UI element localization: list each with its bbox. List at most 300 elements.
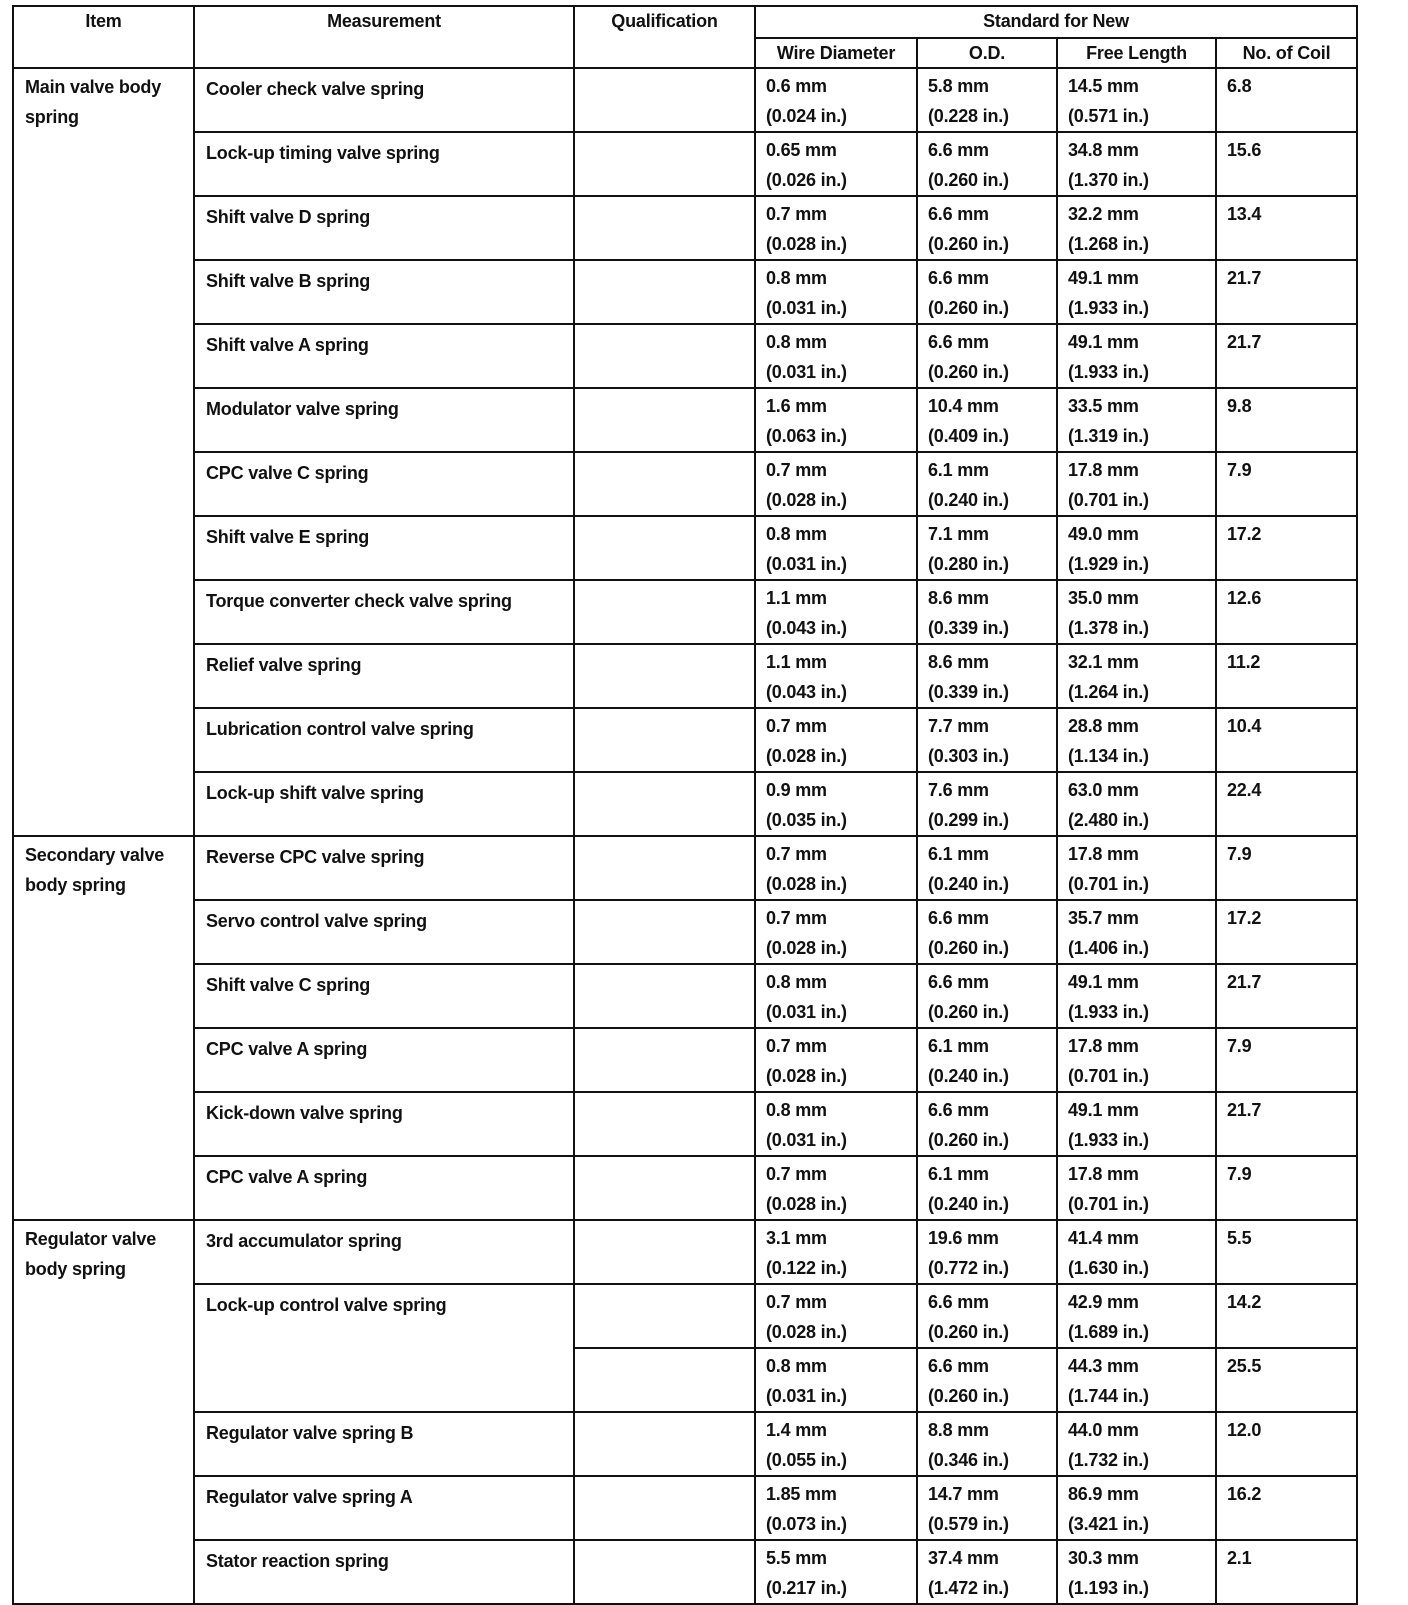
outer-diameter-metric: 6.6 mm bbox=[928, 972, 989, 992]
measurement-cell bbox=[194, 388, 574, 452]
free-length-values bbox=[1058, 69, 1215, 131]
measurement-cell bbox=[194, 708, 574, 772]
outer-diameter-values bbox=[918, 517, 1056, 579]
wire-diameter-imperial: (0.028 in.) bbox=[766, 234, 847, 254]
free-length-values bbox=[1058, 901, 1215, 963]
outer-diameter-imperial: (0.280 in.) bbox=[928, 554, 1009, 574]
coils-value: 12.6 bbox=[1227, 588, 1262, 608]
measurement-cell bbox=[194, 1028, 574, 1092]
outer-diameter-imperial: (0.240 in.) bbox=[928, 1194, 1009, 1214]
wire-diameter-imperial: (0.122 in.) bbox=[766, 1258, 847, 1278]
wire-diameter-metric: 0.7 mm bbox=[766, 1164, 827, 1184]
wire-diameter-metric: 0.8 mm bbox=[766, 332, 827, 352]
wire-diameter-values bbox=[756, 261, 916, 323]
wire-diameter-values bbox=[756, 1541, 916, 1603]
outer-diameter-imperial: (0.260 in.) bbox=[928, 234, 1009, 254]
outer-diameter-cell bbox=[917, 132, 1057, 196]
free-length-values bbox=[1058, 453, 1215, 515]
measurement-label: Relief valve spring bbox=[206, 655, 362, 675]
free-length-metric: 14.5 mm bbox=[1068, 76, 1139, 96]
outer-diameter-metric: 6.1 mm bbox=[928, 1036, 989, 1056]
outer-diameter-cell bbox=[917, 964, 1057, 1028]
outer-diameter-cell bbox=[917, 452, 1057, 516]
outer-diameter-cell bbox=[917, 900, 1057, 964]
qualification-cell bbox=[574, 132, 755, 196]
measurement-label: Lock-up shift valve spring bbox=[206, 783, 424, 803]
qualification-cell bbox=[574, 516, 755, 580]
free-length-metric: 34.8 mm bbox=[1068, 140, 1139, 160]
free-length-imperial: (1.268 in.) bbox=[1068, 234, 1149, 254]
measurement-cell bbox=[194, 1540, 574, 1604]
wire-diameter-values bbox=[756, 965, 916, 1027]
wire-diameter-cell bbox=[755, 1540, 917, 1604]
coils-values bbox=[1217, 1221, 1356, 1253]
measurement-cell bbox=[194, 1220, 574, 1284]
table-row bbox=[13, 1028, 1357, 1092]
coils-values bbox=[1217, 645, 1356, 677]
table-row bbox=[13, 836, 1357, 900]
item-label: Main valve body spring bbox=[25, 77, 162, 127]
free-length-values bbox=[1058, 1029, 1215, 1091]
coils-values bbox=[1217, 1093, 1356, 1125]
outer-diameter-values bbox=[918, 1157, 1056, 1219]
table-row bbox=[13, 1476, 1357, 1540]
measurement-cell bbox=[194, 68, 574, 132]
coils-cell bbox=[1216, 772, 1357, 836]
free-length-metric: 32.1 mm bbox=[1068, 652, 1139, 672]
coils-value: 17.2 bbox=[1227, 524, 1262, 544]
free-length-values bbox=[1058, 325, 1215, 387]
outer-diameter-metric: 6.6 mm bbox=[928, 332, 989, 352]
coils-cell bbox=[1216, 1028, 1357, 1092]
measurement-cell bbox=[194, 1156, 574, 1220]
coils-value: 21.7 bbox=[1227, 972, 1262, 992]
outer-diameter-imperial: (0.339 in.) bbox=[928, 682, 1009, 702]
free-length-values bbox=[1058, 837, 1215, 899]
free-length-imperial: (2.480 in.) bbox=[1068, 810, 1149, 830]
coils-value: 7.9 bbox=[1227, 1164, 1252, 1184]
free-length-metric: 42.9 mm bbox=[1068, 1292, 1139, 1312]
outer-diameter-cell bbox=[917, 644, 1057, 708]
wire-diameter-cell bbox=[755, 324, 917, 388]
wire-diameter-imperial: (0.028 in.) bbox=[766, 1194, 847, 1214]
item-cell bbox=[13, 1220, 194, 1604]
measurement-label: Modulator valve spring bbox=[206, 399, 399, 419]
coils-value: 13.4 bbox=[1227, 204, 1262, 224]
outer-diameter-values bbox=[918, 1477, 1056, 1539]
table-row bbox=[13, 708, 1357, 772]
coils-value: 9.8 bbox=[1227, 396, 1252, 416]
free-length-metric: 49.1 mm bbox=[1068, 1100, 1139, 1120]
free-length-cell bbox=[1057, 516, 1216, 580]
free-length-values bbox=[1058, 1221, 1215, 1283]
item-cell bbox=[13, 68, 194, 836]
header-od: O.D. bbox=[917, 38, 1057, 68]
measurement-label: 3rd accumulator spring bbox=[206, 1231, 402, 1251]
coils-value: 2.1 bbox=[1227, 1548, 1252, 1568]
outer-diameter-metric: 6.6 mm bbox=[928, 140, 989, 160]
coils-cell bbox=[1216, 1156, 1357, 1220]
coils-value: 7.9 bbox=[1227, 460, 1252, 480]
free-length-imperial: (1.193 in.) bbox=[1068, 1578, 1149, 1598]
wire-diameter-metric: 0.65 mm bbox=[766, 140, 837, 160]
coils-value: 12.0 bbox=[1227, 1420, 1262, 1440]
wire-diameter-values bbox=[756, 709, 916, 771]
wire-diameter-values bbox=[756, 389, 916, 451]
measurement-label: CPC valve C spring bbox=[206, 463, 369, 483]
qualification-cell bbox=[574, 1028, 755, 1092]
coils-values bbox=[1217, 837, 1356, 869]
wire-diameter-values bbox=[756, 1157, 916, 1219]
coils-value: 5.5 bbox=[1227, 1228, 1252, 1248]
outer-diameter-cell bbox=[917, 324, 1057, 388]
qualification-cell bbox=[574, 772, 755, 836]
header-wire-diameter: Wire Diameter bbox=[755, 38, 917, 68]
outer-diameter-imperial: (0.240 in.) bbox=[928, 490, 1009, 510]
outer-diameter-values bbox=[918, 1413, 1056, 1475]
outer-diameter-metric: 14.7 mm bbox=[928, 1484, 999, 1504]
outer-diameter-imperial: (0.260 in.) bbox=[928, 1322, 1009, 1342]
outer-diameter-imperial: (0.772 in.) bbox=[928, 1258, 1009, 1278]
free-length-metric: 35.7 mm bbox=[1068, 908, 1139, 928]
measurement-cell bbox=[194, 900, 574, 964]
free-length-metric: 28.8 mm bbox=[1068, 716, 1139, 736]
wire-diameter-metric: 0.8 mm bbox=[766, 972, 827, 992]
item-label: Regulator valve body spring bbox=[25, 1229, 157, 1279]
coils-cell bbox=[1216, 196, 1357, 260]
wire-diameter-cell bbox=[755, 260, 917, 324]
wire-diameter-values bbox=[756, 837, 916, 899]
free-length-metric: 63.0 mm bbox=[1068, 780, 1139, 800]
outer-diameter-metric: 8.8 mm bbox=[928, 1420, 989, 1440]
wire-diameter-cell bbox=[755, 1092, 917, 1156]
spring-spec-table bbox=[12, 5, 1358, 1605]
free-length-imperial: (0.701 in.) bbox=[1068, 1194, 1149, 1214]
measurement-cell bbox=[194, 1476, 574, 1540]
table-row bbox=[13, 324, 1357, 388]
free-length-values bbox=[1058, 1413, 1215, 1475]
free-length-cell bbox=[1057, 68, 1216, 132]
free-length-metric: 49.0 mm bbox=[1068, 524, 1139, 544]
coils-values bbox=[1217, 1285, 1356, 1317]
wire-diameter-imperial: (0.031 in.) bbox=[766, 554, 847, 574]
coils-value: 22.4 bbox=[1227, 780, 1262, 800]
coils-values bbox=[1217, 69, 1356, 101]
qualification-cell bbox=[574, 260, 755, 324]
wire-diameter-imperial: (0.031 in.) bbox=[766, 1386, 847, 1406]
free-length-values bbox=[1058, 389, 1215, 451]
wire-diameter-cell bbox=[755, 1028, 917, 1092]
qualification-cell bbox=[574, 196, 755, 260]
wire-diameter-metric: 0.7 mm bbox=[766, 844, 827, 864]
outer-diameter-metric: 8.6 mm bbox=[928, 588, 989, 608]
outer-diameter-values bbox=[918, 901, 1056, 963]
coils-values bbox=[1217, 389, 1356, 421]
measurement-label: Torque converter check valve spring bbox=[206, 591, 512, 611]
wire-diameter-values bbox=[756, 773, 916, 835]
table-row bbox=[13, 1540, 1357, 1604]
wire-diameter-metric: 3.1 mm bbox=[766, 1228, 827, 1248]
table-row bbox=[13, 260, 1357, 324]
wire-diameter-cell bbox=[755, 1412, 917, 1476]
outer-diameter-imperial: (0.260 in.) bbox=[928, 938, 1009, 958]
wire-diameter-values bbox=[756, 1029, 916, 1091]
free-length-imperial: (1.630 in.) bbox=[1068, 1258, 1149, 1278]
free-length-values bbox=[1058, 709, 1215, 771]
outer-diameter-imperial: (0.579 in.) bbox=[928, 1514, 1009, 1534]
outer-diameter-metric: 6.1 mm bbox=[928, 844, 989, 864]
wire-diameter-values bbox=[756, 1285, 916, 1347]
wire-diameter-metric: 0.7 mm bbox=[766, 460, 827, 480]
wire-diameter-imperial: (0.073 in.) bbox=[766, 1514, 847, 1534]
wire-diameter-cell bbox=[755, 900, 917, 964]
coils-value: 14.2 bbox=[1227, 1292, 1262, 1312]
free-length-imperial: (0.701 in.) bbox=[1068, 874, 1149, 894]
free-length-metric: 33.5 mm bbox=[1068, 396, 1139, 416]
outer-diameter-cell bbox=[917, 1028, 1057, 1092]
free-length-metric: 41.4 mm bbox=[1068, 1228, 1139, 1248]
outer-diameter-metric: 10.4 mm bbox=[928, 396, 999, 416]
qualification-cell bbox=[574, 836, 755, 900]
outer-diameter-imperial: (0.240 in.) bbox=[928, 1066, 1009, 1086]
wire-diameter-values bbox=[756, 453, 916, 515]
free-length-imperial: (1.744 in.) bbox=[1068, 1386, 1149, 1406]
coils-value: 17.2 bbox=[1227, 908, 1262, 928]
coils-cell bbox=[1216, 836, 1357, 900]
coils-values bbox=[1217, 197, 1356, 229]
coils-cell bbox=[1216, 900, 1357, 964]
coils-cell bbox=[1216, 1412, 1357, 1476]
measurement-cell bbox=[194, 1412, 574, 1476]
outer-diameter-values bbox=[918, 197, 1056, 259]
measurement-label: Cooler check valve spring bbox=[206, 79, 425, 99]
outer-diameter-values bbox=[918, 453, 1056, 515]
outer-diameter-values bbox=[918, 1285, 1056, 1347]
wire-diameter-values bbox=[756, 197, 916, 259]
coils-cell bbox=[1216, 516, 1357, 580]
header-coils: No. of Coil bbox=[1216, 38, 1357, 68]
outer-diameter-cell bbox=[917, 260, 1057, 324]
coils-value: 16.2 bbox=[1227, 1484, 1262, 1504]
outer-diameter-imperial: (0.339 in.) bbox=[928, 618, 1009, 638]
table-row bbox=[13, 964, 1357, 1028]
coils-cell bbox=[1216, 964, 1357, 1028]
free-length-imperial: (1.933 in.) bbox=[1068, 362, 1149, 382]
free-length-cell bbox=[1057, 1284, 1216, 1348]
wire-diameter-imperial: (0.035 in.) bbox=[766, 810, 847, 830]
free-length-metric: 17.8 mm bbox=[1068, 844, 1139, 864]
outer-diameter-imperial: (0.303 in.) bbox=[928, 746, 1009, 766]
coils-values bbox=[1217, 1541, 1356, 1573]
wire-diameter-values bbox=[756, 517, 916, 579]
outer-diameter-cell bbox=[917, 1220, 1057, 1284]
wire-diameter-imperial: (0.217 in.) bbox=[766, 1578, 847, 1598]
outer-diameter-imperial: (0.260 in.) bbox=[928, 1002, 1009, 1022]
qualification-cell bbox=[574, 1412, 755, 1476]
wire-diameter-metric: 0.8 mm bbox=[766, 1356, 827, 1376]
wire-diameter-cell bbox=[755, 68, 917, 132]
item-cell bbox=[13, 836, 194, 1220]
outer-diameter-values bbox=[918, 261, 1056, 323]
wire-diameter-imperial: (0.028 in.) bbox=[766, 1322, 847, 1342]
wire-diameter-metric: 0.6 mm bbox=[766, 76, 827, 96]
free-length-cell bbox=[1057, 580, 1216, 644]
measurement-cell bbox=[194, 644, 574, 708]
wire-diameter-metric: 1.4 mm bbox=[766, 1420, 827, 1440]
measurement-label: Shift valve E spring bbox=[206, 527, 370, 547]
coils-value: 21.7 bbox=[1227, 268, 1262, 288]
outer-diameter-cell bbox=[917, 772, 1057, 836]
coils-cell bbox=[1216, 132, 1357, 196]
coils-cell bbox=[1216, 452, 1357, 516]
wire-diameter-cell bbox=[755, 516, 917, 580]
coils-values bbox=[1217, 453, 1356, 485]
outer-diameter-metric: 37.4 mm bbox=[928, 1548, 999, 1568]
wire-diameter-metric: 1.6 mm bbox=[766, 396, 827, 416]
free-length-cell bbox=[1057, 324, 1216, 388]
wire-diameter-cell bbox=[755, 1476, 917, 1540]
outer-diameter-values bbox=[918, 1029, 1056, 1091]
wire-diameter-cell bbox=[755, 836, 917, 900]
coils-values bbox=[1217, 1413, 1356, 1445]
outer-diameter-values bbox=[918, 965, 1056, 1027]
wire-diameter-metric: 1.1 mm bbox=[766, 652, 827, 672]
outer-diameter-metric: 6.6 mm bbox=[928, 908, 989, 928]
wire-diameter-cell bbox=[755, 1156, 917, 1220]
coils-values bbox=[1217, 1349, 1356, 1381]
free-length-cell bbox=[1057, 1540, 1216, 1604]
coils-cell bbox=[1216, 1284, 1357, 1348]
outer-diameter-values bbox=[918, 325, 1056, 387]
outer-diameter-metric: 6.1 mm bbox=[928, 460, 989, 480]
coils-value: 10.4 bbox=[1227, 716, 1262, 736]
measurement-cell bbox=[194, 260, 574, 324]
qualification-cell bbox=[574, 708, 755, 772]
outer-diameter-values bbox=[918, 69, 1056, 131]
measurement-label: CPC valve A spring bbox=[206, 1167, 368, 1187]
free-length-cell bbox=[1057, 388, 1216, 452]
coils-values bbox=[1217, 709, 1356, 741]
qualification-cell bbox=[574, 452, 755, 516]
wire-diameter-imperial: (0.028 in.) bbox=[766, 1066, 847, 1086]
coils-cell bbox=[1216, 1540, 1357, 1604]
free-length-values bbox=[1058, 1349, 1215, 1411]
free-length-values bbox=[1058, 1157, 1215, 1219]
coils-values bbox=[1217, 133, 1356, 165]
table-row bbox=[13, 388, 1357, 452]
free-length-imperial: (1.732 in.) bbox=[1068, 1450, 1149, 1470]
coils-value: 21.7 bbox=[1227, 1100, 1262, 1120]
free-length-cell bbox=[1057, 1092, 1216, 1156]
outer-diameter-metric: 7.6 mm bbox=[928, 780, 989, 800]
qualification-cell bbox=[574, 1348, 755, 1412]
wire-diameter-cell bbox=[755, 708, 917, 772]
item-label: Secondary valve body spring bbox=[25, 845, 165, 895]
measurement-cell bbox=[194, 964, 574, 1028]
qualification-cell bbox=[574, 1156, 755, 1220]
wire-diameter-cell bbox=[755, 388, 917, 452]
free-length-imperial: (0.701 in.) bbox=[1068, 1066, 1149, 1086]
wire-diameter-metric: 1.85 mm bbox=[766, 1484, 837, 1504]
outer-diameter-metric: 6.1 mm bbox=[928, 1164, 989, 1184]
wire-diameter-cell bbox=[755, 964, 917, 1028]
wire-diameter-values bbox=[756, 325, 916, 387]
free-length-imperial: (1.933 in.) bbox=[1068, 1002, 1149, 1022]
measurement-label: Shift valve A spring bbox=[206, 335, 369, 355]
outer-diameter-imperial: (0.346 in.) bbox=[928, 1450, 1009, 1470]
coils-values bbox=[1217, 261, 1356, 293]
wire-diameter-imperial: (0.026 in.) bbox=[766, 170, 847, 190]
free-length-cell bbox=[1057, 1476, 1216, 1540]
wire-diameter-metric: 0.7 mm bbox=[766, 1036, 827, 1056]
free-length-cell bbox=[1057, 196, 1216, 260]
outer-diameter-cell bbox=[917, 836, 1057, 900]
free-length-imperial: (1.378 in.) bbox=[1068, 618, 1149, 638]
outer-diameter-cell bbox=[917, 580, 1057, 644]
outer-diameter-metric: 6.6 mm bbox=[928, 204, 989, 224]
outer-diameter-metric: 6.6 mm bbox=[928, 268, 989, 288]
free-length-cell bbox=[1057, 836, 1216, 900]
wire-diameter-imperial: (0.028 in.) bbox=[766, 874, 847, 894]
free-length-values bbox=[1058, 581, 1215, 643]
free-length-imperial: (1.370 in.) bbox=[1068, 170, 1149, 190]
measurement-label: Lock-up control valve spring bbox=[206, 1295, 447, 1315]
wire-diameter-cell bbox=[755, 452, 917, 516]
free-length-values bbox=[1058, 1093, 1215, 1155]
measurement-label: Reverse CPC valve spring bbox=[206, 847, 425, 867]
coils-value: 11.2 bbox=[1227, 652, 1261, 672]
outer-diameter-values bbox=[918, 773, 1056, 835]
table-row bbox=[13, 516, 1357, 580]
outer-diameter-values bbox=[918, 1349, 1056, 1411]
table-row bbox=[13, 900, 1357, 964]
outer-diameter-values bbox=[918, 389, 1056, 451]
wire-diameter-values bbox=[756, 1349, 916, 1411]
wire-diameter-metric: 1.1 mm bbox=[766, 588, 827, 608]
measurement-cell bbox=[194, 772, 574, 836]
wire-diameter-cell bbox=[755, 772, 917, 836]
wire-diameter-imperial: (0.028 in.) bbox=[766, 746, 847, 766]
outer-diameter-values bbox=[918, 581, 1056, 643]
header-free-length: Free Length bbox=[1057, 38, 1216, 68]
coils-values bbox=[1217, 581, 1356, 613]
free-length-values bbox=[1058, 1541, 1215, 1603]
outer-diameter-imperial: (0.260 in.) bbox=[928, 1386, 1009, 1406]
wire-diameter-metric: 0.7 mm bbox=[766, 716, 827, 736]
wire-diameter-metric: 0.8 mm bbox=[766, 1100, 827, 1120]
free-length-metric: 49.1 mm bbox=[1068, 268, 1139, 288]
wire-diameter-values bbox=[756, 1093, 916, 1155]
free-length-metric: 49.1 mm bbox=[1068, 332, 1139, 352]
outer-diameter-cell bbox=[917, 196, 1057, 260]
measurement-label: Kick-down valve spring bbox=[206, 1103, 403, 1123]
measurement-cell bbox=[194, 516, 574, 580]
outer-diameter-values bbox=[918, 1221, 1056, 1283]
qualification-cell bbox=[574, 1220, 755, 1284]
free-length-metric: 49.1 mm bbox=[1068, 972, 1139, 992]
outer-diameter-values bbox=[918, 837, 1056, 899]
outer-diameter-cell bbox=[917, 1284, 1057, 1348]
free-length-imperial: (1.319 in.) bbox=[1068, 426, 1149, 446]
outer-diameter-imperial: (0.260 in.) bbox=[928, 298, 1009, 318]
free-length-cell bbox=[1057, 708, 1216, 772]
outer-diameter-imperial: (0.260 in.) bbox=[928, 1130, 1009, 1150]
spec-table-body bbox=[13, 68, 1357, 1604]
coils-values bbox=[1217, 1157, 1356, 1189]
free-length-metric: 30.3 mm bbox=[1068, 1548, 1139, 1568]
outer-diameter-metric: 19.6 mm bbox=[928, 1228, 999, 1248]
coils-value: 7.9 bbox=[1227, 1036, 1252, 1056]
